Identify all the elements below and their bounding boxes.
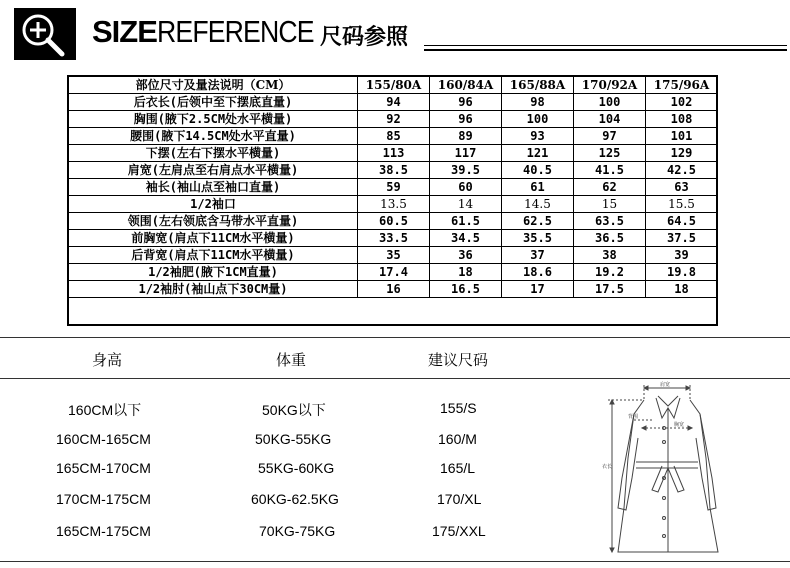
- measure-label: 腰围(腋下14.5CM处水平直量): [69, 128, 358, 145]
- measure-value: 62.5: [502, 213, 574, 230]
- table-row: [69, 179, 718, 196]
- page-header: [0, 0, 790, 64]
- measure-value: 97: [574, 128, 646, 145]
- measure-value: 61.5: [430, 213, 502, 230]
- measure-label: 前胸宽(肩点下11CM水平横量): [69, 230, 358, 247]
- rec-top-divider: [0, 337, 790, 338]
- table-row: [69, 128, 718, 145]
- measure-header: 部位尺寸及量法说明（CM）: [69, 77, 358, 94]
- table-row: [69, 247, 718, 264]
- measure-value: 18: [430, 264, 502, 281]
- measure-value: 85: [358, 128, 430, 145]
- table-row: [69, 196, 718, 213]
- measure-value: 17.5: [574, 281, 646, 298]
- rec-height-cell: 165CM-170CM: [56, 460, 151, 476]
- rec-weight-cell: 50KG-55KG: [255, 431, 332, 447]
- measure-value: 39.5: [430, 162, 502, 179]
- size-table: [68, 76, 718, 298]
- size-rec-header: 建议尺码: [428, 351, 489, 369]
- measure-value: 35: [358, 247, 430, 264]
- measure-label: 1/2袖肘(袖山点下30CM量): [69, 281, 358, 298]
- table-row: [69, 94, 718, 111]
- measure-value: 18: [646, 281, 718, 298]
- rec-bottom-divider: [0, 561, 790, 562]
- label-chest: 胸宽: [674, 422, 685, 428]
- brand-cn: 尺码参照: [320, 24, 409, 49]
- measure-value: 41.5: [574, 162, 646, 179]
- header-rule: [424, 49, 787, 51]
- measure-value: 34.5: [430, 230, 502, 247]
- measure-label: 后衣长(后领中至下摆底直量): [69, 94, 358, 111]
- rec-height-cell: 160CM-165CM: [56, 431, 151, 447]
- rec-size-cell: 155/S: [440, 400, 477, 416]
- rec-weight-cell: 60KG-62.5KG: [251, 491, 339, 507]
- measure-value: 15.5: [646, 196, 718, 213]
- height-header: 身高: [92, 351, 123, 369]
- measure-value: 102: [646, 94, 718, 111]
- table-row: [69, 213, 718, 230]
- measure-label: 1/2袖口: [69, 196, 358, 213]
- measure-label: 胸围(腋下2.5CM处水平横量): [69, 111, 358, 128]
- measure-value: 19.8: [646, 264, 718, 281]
- measure-value: 16.5: [430, 281, 502, 298]
- measure-value: 100: [502, 111, 574, 128]
- measure-value: 14.5: [502, 196, 574, 213]
- measure-value: 92: [358, 111, 430, 128]
- measure-value: 125: [574, 145, 646, 162]
- header-rule-thin: [424, 45, 787, 46]
- measure-value: 63.5: [574, 213, 646, 230]
- measure-value: 129: [646, 145, 718, 162]
- table-row: [69, 281, 718, 298]
- measure-value: 15: [574, 196, 646, 213]
- label-shoulder: 肩宽: [660, 382, 671, 388]
- measure-value: 37.5: [646, 230, 718, 247]
- measure-value: 113: [358, 145, 430, 162]
- size-header: 155/80A: [358, 77, 430, 94]
- measure-value: 18.6: [502, 264, 574, 281]
- rec-size-cell: 175/XXL: [432, 523, 486, 539]
- measure-value: 14: [430, 196, 502, 213]
- zoom-in-icon: [14, 8, 76, 60]
- measure-label: 后背宽(肩点下11CM水平横量): [69, 247, 358, 264]
- measure-value: 61: [502, 179, 574, 196]
- measure-value: 36: [430, 247, 502, 264]
- measure-label: 1/2袖肥(腋下1CM直量): [69, 264, 358, 281]
- measure-label: 领围(左右领底含马带水平直量): [69, 213, 358, 230]
- measure-value: 98: [502, 94, 574, 111]
- measure-value: 62: [574, 179, 646, 196]
- measure-value: 40.5: [502, 162, 574, 179]
- coat-diagram-icon: [598, 378, 738, 560]
- size-header: 175/96A: [646, 77, 718, 94]
- size-header: 160/84A: [430, 77, 502, 94]
- measure-value: 96: [430, 94, 502, 111]
- rec-weight-cell: 55KG-60KG: [258, 460, 335, 476]
- measure-value: 33.5: [358, 230, 430, 247]
- weight-header: 体重: [276, 351, 307, 369]
- measure-value: 13.5: [358, 196, 430, 213]
- measure-value: 36.5: [574, 230, 646, 247]
- measure-value: 37: [502, 247, 574, 264]
- measure-value: 60: [430, 179, 502, 196]
- table-row: [69, 162, 718, 179]
- measure-value: 108: [646, 111, 718, 128]
- measure-value: 38.5: [358, 162, 430, 179]
- measure-value: 17: [502, 281, 574, 298]
- measure-value: 16: [358, 281, 430, 298]
- label-length: 衣长: [602, 464, 613, 470]
- measure-label: 肩宽(左肩点至右肩点水平横量): [69, 162, 358, 179]
- rec-weight-cell: 70KG-75KG: [259, 523, 336, 539]
- table-row: [69, 264, 718, 281]
- table-row: [69, 230, 718, 247]
- measure-value: 89: [430, 128, 502, 145]
- measure-label: 下摆(左右下摆水平横量): [69, 145, 358, 162]
- measure-value: 104: [574, 111, 646, 128]
- measure-value: 19.2: [574, 264, 646, 281]
- label-back: 背围: [628, 414, 639, 420]
- measure-value: 93: [502, 128, 574, 145]
- rec-size-cell: 165/L: [440, 460, 476, 476]
- rec-height-cell: 160CM以下: [68, 402, 142, 418]
- measure-value: 121: [502, 145, 574, 162]
- size-header: 165/88A: [502, 77, 574, 94]
- size-table-header-row: [69, 77, 718, 94]
- rec-weight-cell: 50KG以下: [262, 402, 326, 418]
- measure-value: 35.5: [502, 230, 574, 247]
- measure-value: 96: [430, 111, 502, 128]
- rec-size-cell: 160/M: [438, 431, 477, 447]
- brand-light: REFERENCE: [156, 14, 314, 49]
- measure-value: 59: [358, 179, 430, 196]
- measure-value: 64.5: [646, 213, 718, 230]
- measure-value: 38: [574, 247, 646, 264]
- measure-value: 39: [646, 247, 718, 264]
- rec-height-cell: 170CM-175CM: [56, 491, 151, 507]
- measure-value: 101: [646, 128, 718, 145]
- measure-value: 17.4: [358, 264, 430, 281]
- measure-value: 60.5: [358, 213, 430, 230]
- rec-size-cell: 170/XL: [437, 491, 482, 507]
- size-header: 170/92A: [574, 77, 646, 94]
- measure-value: 63: [646, 179, 718, 196]
- rec-height-cell: 165CM-175CM: [56, 523, 151, 539]
- measure-value: 117: [430, 145, 502, 162]
- measure-value: 94: [358, 94, 430, 111]
- measure-value: 100: [574, 94, 646, 111]
- measure-label: 袖长(袖山点至袖口直量): [69, 179, 358, 196]
- brand-bold: SIZE: [92, 14, 157, 49]
- table-row: [69, 111, 718, 128]
- measure-value: 42.5: [646, 162, 718, 179]
- table-row: [69, 145, 718, 162]
- brand-title: [92, 14, 409, 50]
